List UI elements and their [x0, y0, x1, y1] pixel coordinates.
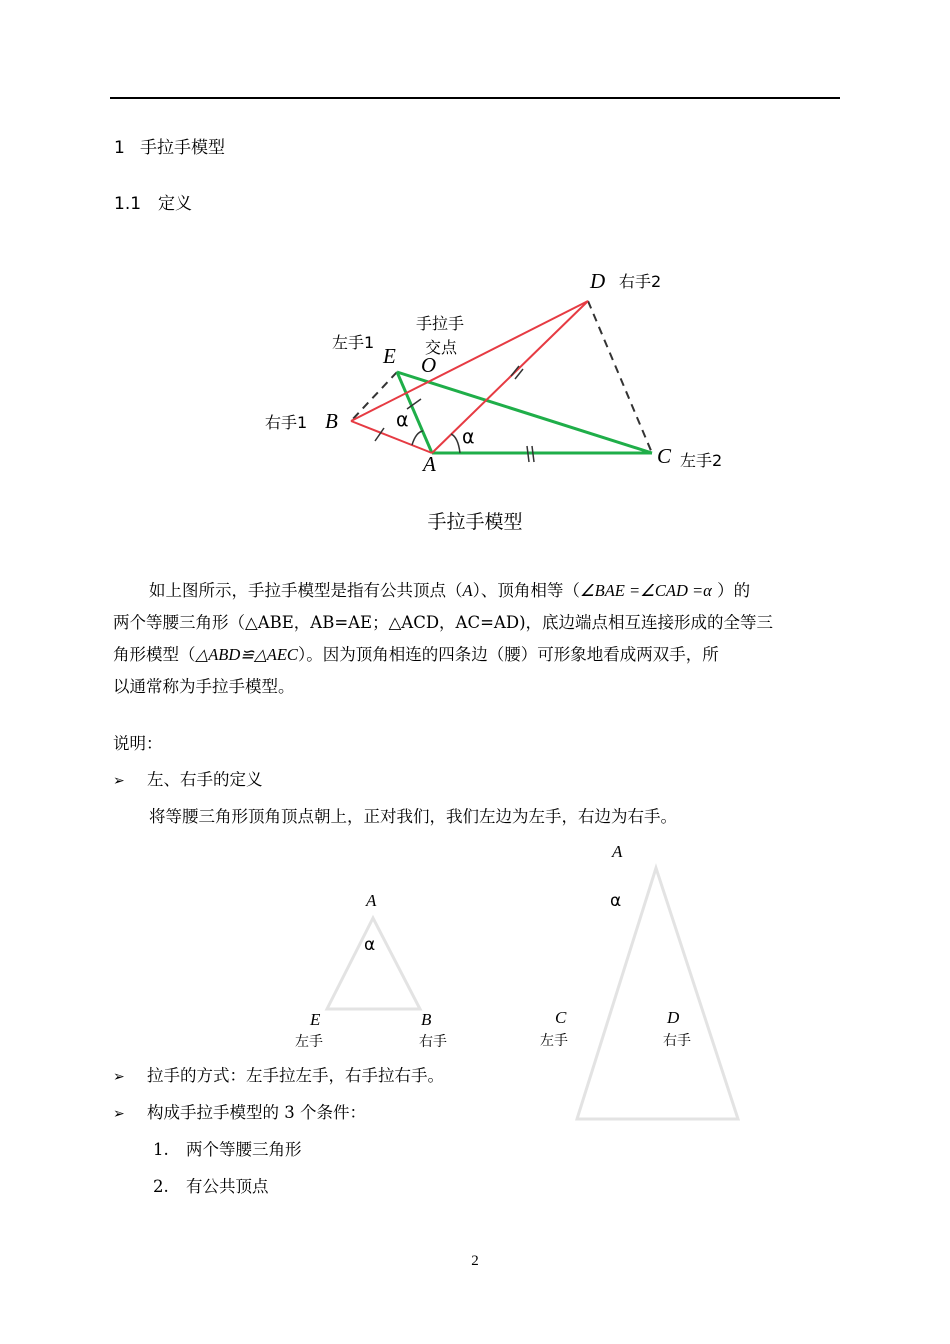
large-label-D: D — [667, 1008, 680, 1027]
small-triangle-AEB — [327, 918, 420, 1009]
small-label-B: B — [421, 1010, 432, 1029]
line1-text-c: ）的 — [711, 581, 751, 600]
label-B: B — [325, 409, 338, 433]
condition-number: 1. — [153, 1140, 169, 1159]
subsection-title: 定义 — [158, 194, 192, 214]
label-intersection-line2: 交点 — [425, 338, 458, 357]
explanation-label: 说明： — [113, 734, 163, 753]
condition-text: 两个等腰三角形 — [186, 1140, 302, 1159]
condition-item-2 — [153, 1173, 269, 1197]
page-number: 2 — [471, 1253, 479, 1269]
line1-text-b: ）、顶角相等（ — [472, 581, 580, 600]
label-left-hand-2: 左手2 — [680, 451, 723, 470]
subsection-number: 1.1 — [114, 194, 142, 214]
bullet-item-how-to-hold — [113, 1062, 444, 1086]
line1-text-a: 如上图所示，手拉手模型是指有公共顶点（ — [149, 581, 463, 600]
label-left-hand-1: 左手1 — [332, 333, 375, 352]
label-E: E — [383, 344, 396, 368]
small-label-right-hand: 右手 — [419, 1034, 447, 1050]
condition-text: 有公共顶点 — [186, 1177, 269, 1196]
small-label-A: A — [366, 891, 377, 910]
bullet-text: 左、右手的定义 — [147, 770, 263, 789]
large-label-right-hand: 右手 — [663, 1033, 691, 1049]
label-A: A — [423, 452, 436, 476]
bullet-item-conditions — [113, 1099, 366, 1123]
arrow-bullet-icon: ➢ — [113, 1106, 125, 1122]
line3-text-a: 角形模型（ — [113, 645, 196, 664]
label-right-hand-2: 右手2 — [619, 272, 662, 291]
label-right-hand-1: 右手1 — [265, 413, 308, 432]
section-number: 1 — [114, 138, 125, 158]
condition-number: 2. — [153, 1177, 169, 1196]
large-label-A: A — [612, 842, 623, 861]
arrow-bullet-icon: ➢ — [113, 1069, 125, 1085]
bullet-text: 拉手的方式：左手拉左手，右手拉右手。 — [147, 1066, 444, 1085]
condition-item-1 — [153, 1136, 302, 1160]
label-D: D — [590, 269, 606, 293]
bullet-text: 构成手拉手模型的 3 个条件： — [147, 1103, 366, 1122]
label-O: O — [421, 353, 437, 377]
figure-caption: 手拉手模型 — [427, 511, 523, 533]
large-label-C: C — [555, 1008, 567, 1027]
line1-vertex-A: A — [462, 581, 473, 600]
large-label-left-hand: 左手 — [540, 1033, 568, 1049]
small-label-E: E — [310, 1010, 321, 1029]
hands-definition-text: 将等腰三角形顶角顶点朝上，正对我们，我们左边为左手，右边为右手。 — [149, 807, 677, 826]
line3-text-b: ）。因为顶角相连的四条边（腰）可形象地看成两双手，所 — [297, 645, 719, 664]
arrow-bullet-icon: ➢ — [113, 773, 125, 789]
small-label-alpha: α — [364, 935, 376, 955]
label-alpha-CAD: α — [462, 426, 475, 448]
paragraph-line-4: 以通常称为手拉手模型。 — [113, 677, 295, 696]
label-intersection-line1: 手拉手 — [416, 314, 465, 333]
paragraph-line-2: 两个等腰三角形（△ABE，AB=AE；△ACD，AC=AD)，底边端点相互连接形成的全等三 — [113, 613, 774, 632]
small-label-left-hand: 左手 — [295, 1034, 323, 1050]
large-label-alpha: α — [610, 891, 622, 911]
line3-congruence: △ABD≌△AEC — [195, 645, 298, 664]
line1-angle-equation: ∠BAE =∠CAD =α — [579, 581, 712, 600]
label-C: C — [657, 444, 672, 468]
section-title: 手拉手模型 — [140, 138, 225, 158]
label-alpha-BAE: α — [396, 409, 409, 431]
large-triangle-ACD — [577, 868, 738, 1119]
